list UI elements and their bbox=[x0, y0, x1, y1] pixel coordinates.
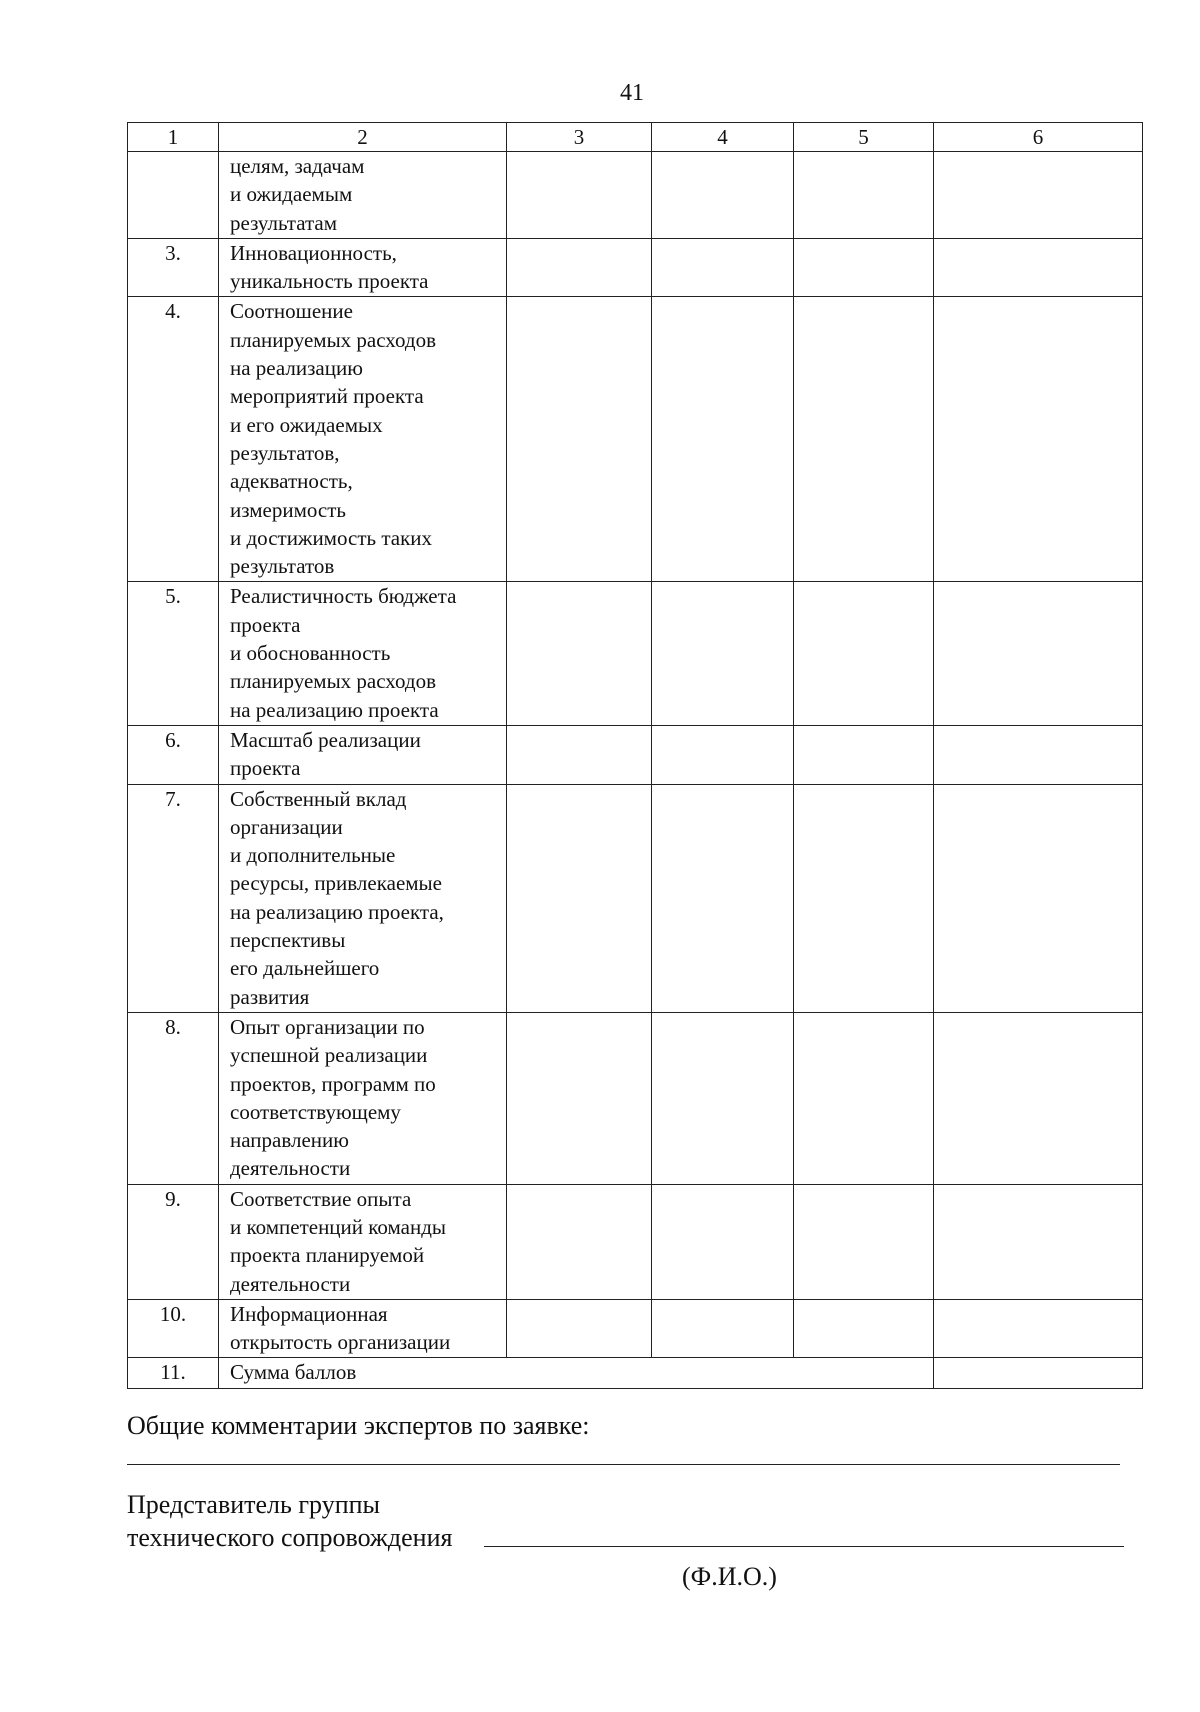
criterion-line: мероприятий проекта bbox=[230, 384, 424, 409]
criterion-line: проектов, программ по bbox=[230, 1071, 436, 1096]
score-cell[interactable] bbox=[934, 1012, 1143, 1184]
criterion-line: и достижимость таких bbox=[230, 525, 433, 550]
row-number: 7. bbox=[128, 784, 219, 1012]
score-cell[interactable] bbox=[652, 1012, 794, 1184]
score-cell[interactable] bbox=[507, 297, 652, 582]
criterion-line: успешной реализации bbox=[230, 1043, 428, 1068]
criterion-line: проекта планируемой bbox=[230, 1243, 425, 1268]
score-cell[interactable] bbox=[507, 784, 652, 1012]
criterion-cell bbox=[219, 1184, 507, 1299]
criterion-line: Соотношение bbox=[230, 299, 353, 324]
score-cell[interactable] bbox=[507, 152, 652, 239]
table-row bbox=[128, 1299, 1143, 1358]
score-cell[interactable] bbox=[652, 725, 794, 784]
score-cell[interactable] bbox=[794, 1012, 934, 1184]
table-row bbox=[128, 725, 1143, 784]
criterion-line: результатам bbox=[230, 210, 338, 235]
score-cell[interactable] bbox=[507, 1012, 652, 1184]
row-number: 11. bbox=[128, 1358, 219, 1388]
criterion-line: организации bbox=[230, 814, 343, 839]
criterion-line: целям, задачам bbox=[230, 154, 365, 178]
criterion-line: проекта bbox=[230, 756, 301, 781]
criterion-line: и ожидаемым bbox=[230, 182, 353, 207]
criterion-line: Опыт организации по bbox=[230, 1014, 425, 1039]
score-cell[interactable] bbox=[507, 238, 652, 297]
sum-label: Сумма баллов bbox=[219, 1358, 934, 1388]
score-cell[interactable] bbox=[652, 1299, 794, 1358]
header-cell: 4 bbox=[652, 123, 794, 152]
criterion-line: результатов bbox=[230, 554, 335, 579]
header-cell: 1 bbox=[128, 123, 219, 152]
score-cell[interactable] bbox=[507, 725, 652, 784]
criterion-line: на реализацию bbox=[230, 356, 363, 381]
criterion-line: результатов, bbox=[230, 440, 340, 465]
criterion-line: ресурсы, привлекаемые bbox=[230, 871, 442, 896]
table-row bbox=[128, 784, 1143, 1012]
criterion-line: Информационная bbox=[230, 1301, 388, 1326]
table-row bbox=[128, 1012, 1143, 1184]
header-cell: 6 bbox=[934, 123, 1143, 152]
criterion-line: планируемых расходов bbox=[230, 327, 436, 352]
criterion-line: и его ожидаемых bbox=[230, 412, 383, 437]
table-row bbox=[128, 152, 1143, 239]
representative-line-1: Представитель группы bbox=[127, 1490, 381, 1519]
criterion-line: направлению bbox=[230, 1128, 349, 1153]
score-cell[interactable] bbox=[934, 582, 1143, 725]
header-cell: 2 bbox=[219, 123, 507, 152]
score-cell[interactable] bbox=[934, 238, 1143, 297]
score-cell[interactable] bbox=[652, 297, 794, 582]
score-cell[interactable] bbox=[934, 725, 1143, 784]
criterion-line: деятельности bbox=[230, 1156, 351, 1181]
comments-underline bbox=[127, 1464, 1120, 1465]
criterion-line: проекта bbox=[230, 612, 301, 637]
criterion-line: и компетенций команды bbox=[230, 1214, 447, 1239]
score-cell[interactable] bbox=[934, 1184, 1143, 1299]
criterion-line: Соответствие опыта bbox=[230, 1186, 412, 1211]
criterion-line: на реализацию проекта bbox=[230, 697, 439, 722]
sum-value-cell[interactable] bbox=[934, 1358, 1143, 1388]
row-number: 4. bbox=[128, 297, 219, 582]
row-number: 10. bbox=[128, 1299, 219, 1358]
score-cell[interactable] bbox=[507, 582, 652, 725]
criterion-cell bbox=[219, 582, 507, 725]
score-cell[interactable] bbox=[794, 1299, 934, 1358]
criterion-line: его дальнейшего bbox=[230, 956, 380, 981]
score-cell[interactable] bbox=[934, 1299, 1143, 1358]
criterion-line: планируемых расходов bbox=[230, 669, 436, 694]
page-number: 41 bbox=[620, 80, 644, 106]
criterion-line: деятельности bbox=[230, 1271, 351, 1296]
criterion-cell bbox=[219, 238, 507, 297]
table-header-row bbox=[128, 123, 1143, 152]
criterion-line: и дополнительные bbox=[230, 843, 396, 868]
criterion-cell bbox=[219, 1012, 507, 1184]
criterion-line: открытость организации bbox=[230, 1330, 451, 1355]
comments-label: Общие комментарии экспертов по заявке: bbox=[127, 1411, 590, 1440]
criterion-cell bbox=[219, 1299, 507, 1358]
score-cell[interactable] bbox=[652, 152, 794, 239]
criterion-cell bbox=[219, 784, 507, 1012]
score-cell[interactable] bbox=[794, 152, 934, 239]
header-cell: 5 bbox=[794, 123, 934, 152]
criterion-line: на реализацию проекта, bbox=[230, 899, 444, 924]
evaluation-table bbox=[127, 122, 1143, 1389]
criterion-line: Собственный вклад bbox=[230, 786, 407, 811]
table-row bbox=[128, 238, 1143, 297]
score-cell[interactable] bbox=[652, 582, 794, 725]
row-number: 9. bbox=[128, 1184, 219, 1299]
criterion-line: и обоснованность bbox=[230, 641, 391, 666]
score-cell[interactable] bbox=[934, 297, 1143, 582]
row-number bbox=[128, 152, 219, 239]
criterion-line: Инновационность, bbox=[230, 240, 397, 265]
criterion-line: Реалистичность бюджета bbox=[230, 584, 457, 609]
score-cell[interactable] bbox=[652, 784, 794, 1012]
criterion-line: соответствующему bbox=[230, 1099, 401, 1124]
row-number: 6. bbox=[128, 725, 219, 784]
criterion-cell bbox=[219, 152, 507, 239]
table-row bbox=[128, 297, 1143, 582]
row-number: 5. bbox=[128, 582, 219, 725]
score-cell[interactable] bbox=[794, 725, 934, 784]
score-cell[interactable] bbox=[934, 152, 1143, 239]
criterion-line: уникальность проекта bbox=[230, 269, 429, 294]
criterion-cell bbox=[219, 725, 507, 784]
table-row bbox=[128, 1184, 1143, 1299]
criterion-line: развития bbox=[230, 984, 310, 1009]
score-cell[interactable] bbox=[652, 1184, 794, 1299]
fio-label: (Ф.И.О.) bbox=[682, 1562, 777, 1591]
criterion-line: Масштаб реализации bbox=[230, 727, 421, 752]
criterion-line: измеримость bbox=[230, 497, 346, 522]
representative-block bbox=[127, 1488, 452, 1554]
score-cell[interactable] bbox=[934, 784, 1143, 1012]
score-cell[interactable] bbox=[794, 1184, 934, 1299]
score-cell[interactable] bbox=[794, 784, 934, 1012]
representative-line-2: технического сопровождения bbox=[127, 1523, 453, 1552]
header-cell: 3 bbox=[507, 123, 652, 152]
score-cell[interactable] bbox=[794, 582, 934, 725]
score-cell[interactable] bbox=[507, 1299, 652, 1358]
criterion-line: перспективы bbox=[230, 928, 346, 953]
criterion-line: адекватность, bbox=[230, 469, 353, 494]
score-cell[interactable] bbox=[507, 1184, 652, 1299]
criterion-cell bbox=[219, 297, 507, 582]
table-body bbox=[128, 123, 1143, 1389]
signature-underline bbox=[484, 1546, 1124, 1547]
table-row bbox=[128, 582, 1143, 725]
sum-row bbox=[128, 1358, 1143, 1388]
row-number: 3. bbox=[128, 238, 219, 297]
score-cell[interactable] bbox=[652, 238, 794, 297]
score-cell[interactable] bbox=[794, 238, 934, 297]
row-number: 8. bbox=[128, 1012, 219, 1184]
score-cell[interactable] bbox=[794, 297, 934, 582]
